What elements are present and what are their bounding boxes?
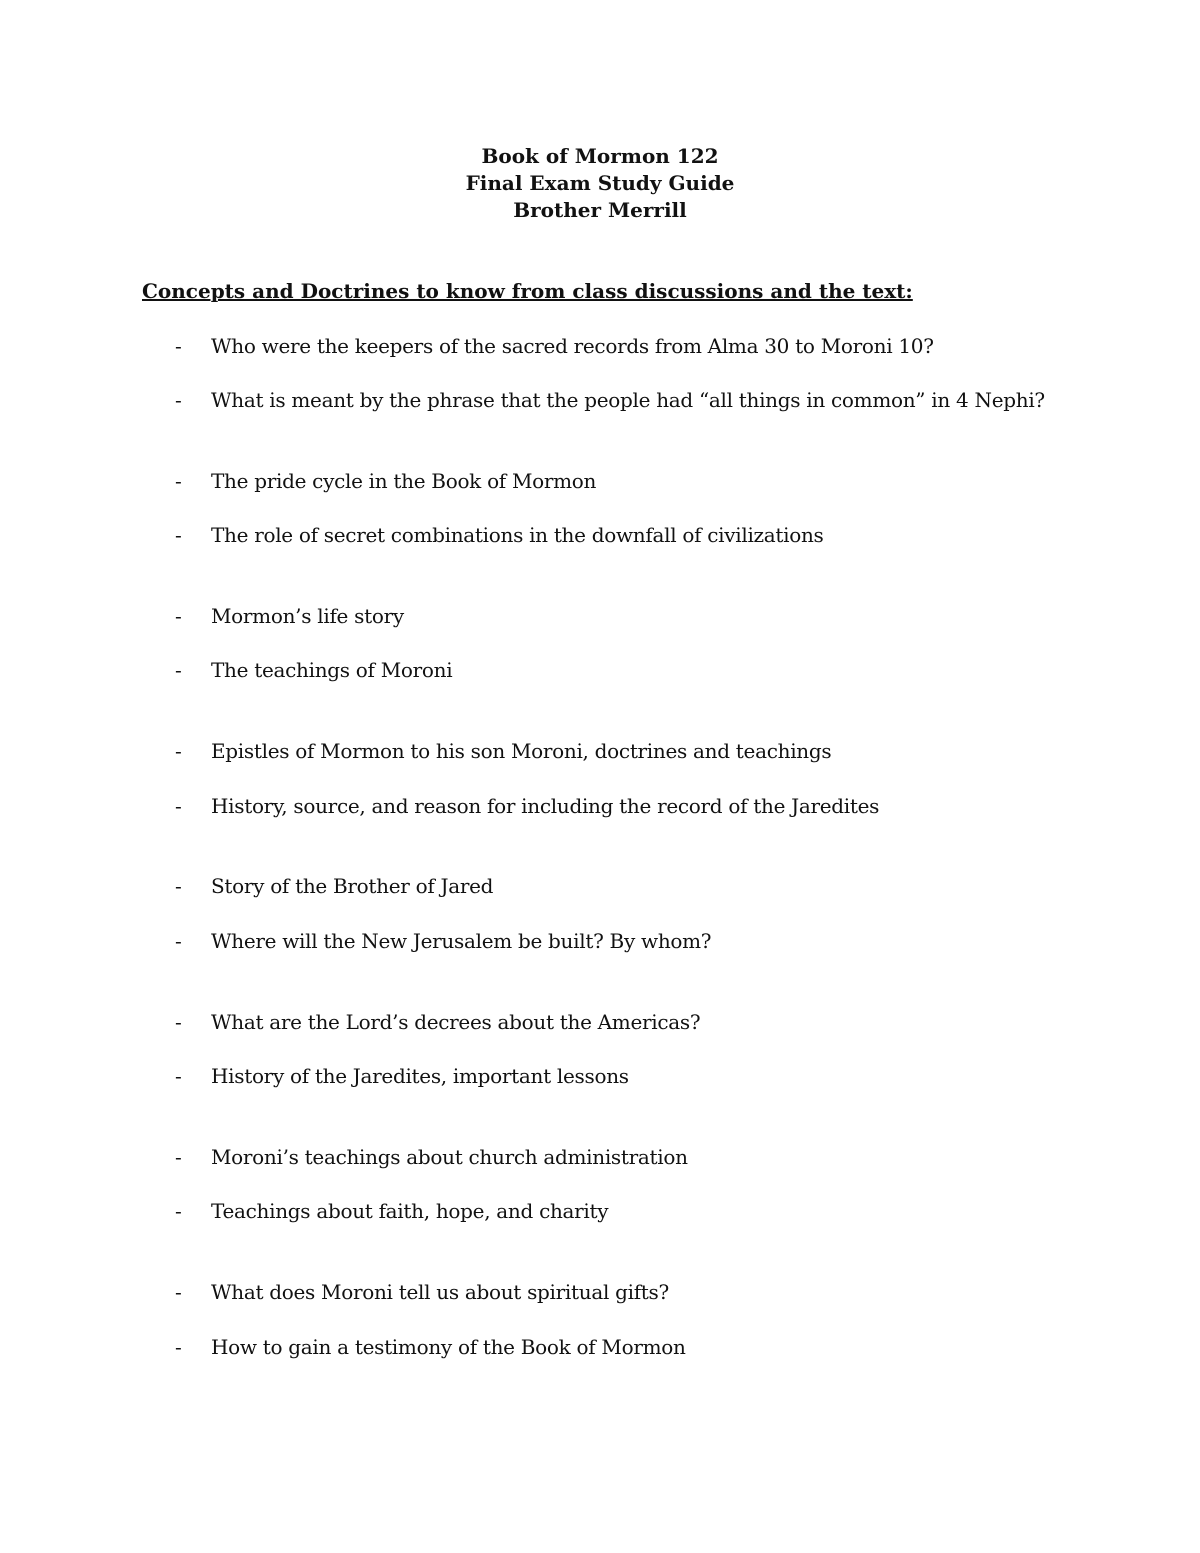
list-item [0, 657, 1200, 683]
section-heading: Concepts and Doctrines to know from class discussions and the text: [142, 279, 913, 303]
list-item [0, 1144, 1200, 1170]
title-subtitle: Final Exam Study Guide [465, 171, 735, 195]
list-item [0, 522, 1200, 548]
list-item [0, 603, 1200, 629]
list-item-text: The pride cycle in the Book of Mormon [211, 469, 597, 493]
bullet-dash: - [175, 874, 182, 898]
list-item [0, 387, 1200, 413]
list-item [0, 468, 1200, 494]
bullet-dash: - [175, 1064, 182, 1088]
list-item [0, 1334, 1200, 1360]
list-item [0, 928, 1200, 954]
list-item-text: Epistles of Mormon to his son Moroni, doctrines and teachings [211, 739, 832, 763]
list-item-text: What does Moroni tell us about spiritual gifts? [211, 1280, 669, 1304]
list-item-text: What is meant by the phrase that the people had “all things in common” in 4 Nephi? [211, 388, 1045, 412]
bullet-dash: - [175, 604, 182, 628]
bullet-dash: - [175, 929, 182, 953]
list-item [0, 793, 1200, 819]
list-item-text: The role of secret combinations in the downfall of civilizations [211, 523, 824, 547]
title-course: Book of Mormon 122 [481, 144, 719, 168]
bullet-dash: - [175, 1335, 182, 1359]
list-item-text: History of the Jaredites, important lessons [211, 1064, 629, 1088]
list-item-text: What are the Lord’s decrees about the Americas? [211, 1010, 701, 1034]
list-item-text: History, source, and reason for including the record of the Jaredites [211, 794, 880, 818]
list-item-text: Where will the New Jerusalem be built? By whom? [211, 929, 712, 953]
list-item-text: Teachings about faith, hope, and charity [211, 1199, 609, 1223]
list-item [0, 873, 1200, 899]
list-item-text: Who were the keepers of the sacred records from Alma 30 to Moroni 10? [211, 334, 934, 358]
title-instructor: Brother Merrill [513, 198, 687, 222]
bullet-dash: - [175, 388, 182, 412]
bullet-dash: - [175, 523, 182, 547]
list-item-text: How to gain a testimony of the Book of Mormon [211, 1335, 686, 1359]
list-item-text: Moroni’s teachings about church administration [211, 1145, 688, 1169]
bullet-dash: - [175, 334, 182, 358]
list-item [0, 738, 1200, 764]
bullet-dash: - [175, 1199, 182, 1223]
list-item [0, 333, 1200, 359]
list-item [0, 1198, 1200, 1224]
list-item-text: Mormon’s life story [211, 604, 404, 628]
bullet-dash: - [175, 1010, 182, 1034]
bullet-dash: - [175, 1280, 182, 1304]
list-item [0, 1063, 1200, 1089]
bullet-dash: - [175, 1145, 182, 1169]
bullet-dash: - [175, 794, 182, 818]
list-item [0, 1009, 1200, 1035]
bullet-dash: - [175, 469, 182, 493]
bullet-dash: - [175, 739, 182, 763]
bullet-dash: - [175, 658, 182, 682]
list-item [0, 1279, 1200, 1305]
list-item-text: Story of the Brother of Jared [211, 874, 494, 898]
list-item-text: The teachings of Moroni [211, 658, 453, 682]
document-title [0, 143, 1200, 224]
